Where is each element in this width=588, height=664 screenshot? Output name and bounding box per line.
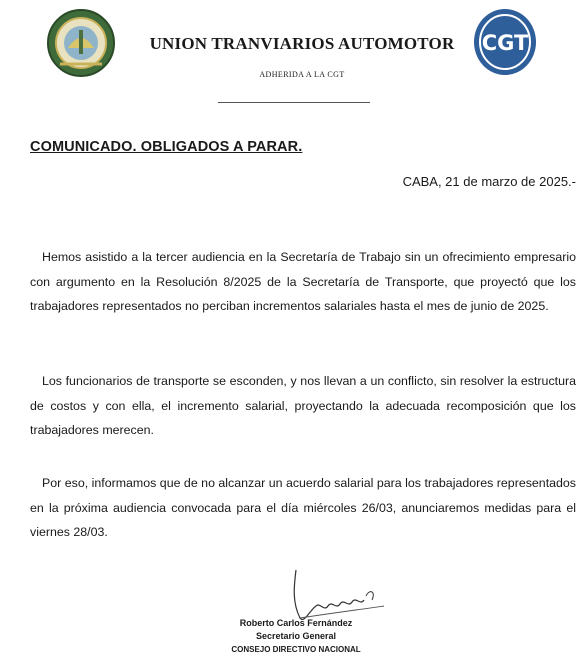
uta-seal-icon <box>46 8 116 78</box>
date-line: CABA, 21 de marzo de 2025.- <box>402 174 576 189</box>
organization-subtitle: ADHERIDA A LA CGT <box>259 70 345 79</box>
signatory-name: Roberto Carlos Fernández <box>239 618 353 628</box>
signatory-role: Secretario General <box>255 631 337 641</box>
header-divider <box>218 102 370 103</box>
document-title: COMUNICADO. OBLIGADOS A PARAR. <box>30 139 303 155</box>
paragraph: Los funcionarios de transporte se esconden, y nos llevan a un conflicto, sin resolver la estructura de costos y con ella, el incremento salarial, proyectando la adecuada recomposición que los trabajadores merecen. <box>30 374 576 437</box>
cgt-logo-icon <box>472 6 538 76</box>
signatory-body: CONSEJO DIRECTIVO NACIONAL <box>231 645 361 654</box>
organization-name: UNION TRANVIARIOS AUTOMOTOR <box>149 34 455 53</box>
cgt-logo-text: CGT <box>481 31 529 55</box>
paragraph: Hemos asistido a la tercer audiencia en la Secretaría de Trabajo sin un ofrecimiento empresario con argumento en la Resolución 8/2025 de la Secretaría de Transporte, que proyectó que los trabajadores representados no perciban incrementos salariales hasta el mes de junio de 2025. <box>30 250 576 313</box>
paragraph: Por eso, informamos que de no alcanzar un acuerdo salarial para los trabajadores representados en la próxima audiencia convocada para el día miércoles 26/03, anunciaremos medidas para el viernes 28/03. <box>30 476 576 539</box>
